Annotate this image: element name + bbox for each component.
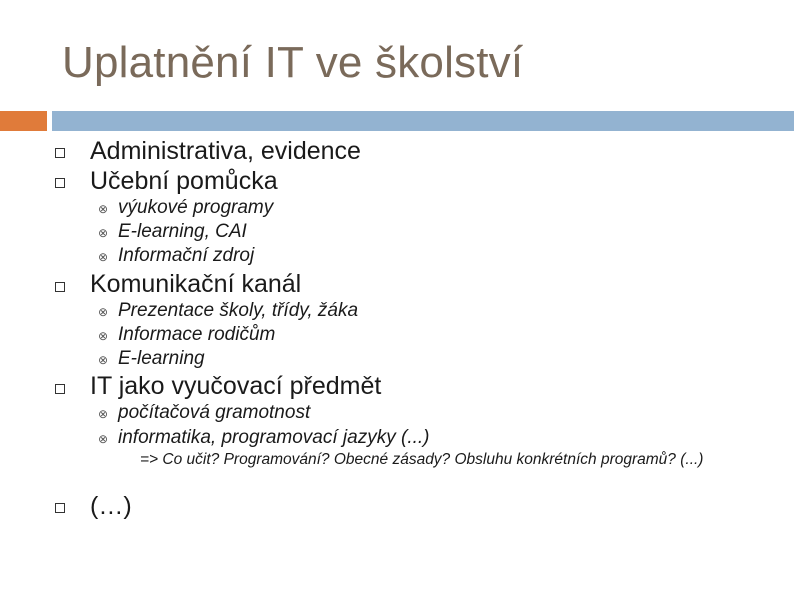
- sub-list-item: Prezentace školy, třídy, žáka: [118, 300, 359, 321]
- note-text: => Co učit? Programování? Obecné zásady? Obsluhu konkrétních programů? (...): [140, 451, 704, 468]
- circled-cross-bullet-icon: ⊗: [97, 407, 109, 421]
- list-item: Administrativa, evidence: [90, 137, 361, 165]
- title-divider-bar: [52, 111, 794, 131]
- circled-cross-bullet-icon: ⊗: [97, 432, 109, 446]
- sub-list-item: informatika, programovací jazyky (...): [118, 427, 430, 448]
- sub-list-item: E-learning, CAI: [118, 221, 247, 242]
- list-item: Učební pomůcka: [90, 167, 278, 195]
- circled-cross-bullet-icon: ⊗: [97, 305, 109, 319]
- circled-cross-bullet-icon: ⊗: [97, 329, 109, 343]
- sub-list-item: Informace rodičům: [118, 324, 276, 345]
- square-bullet-icon: [55, 178, 65, 188]
- sub-list-item: počítačová gramotnost: [118, 402, 311, 423]
- circled-cross-bullet-icon: ⊗: [97, 353, 109, 367]
- circled-cross-bullet-icon: ⊗: [97, 202, 109, 216]
- square-bullet-icon: [55, 503, 65, 513]
- sub-list-item: výukové programy: [118, 197, 274, 218]
- circled-cross-bullet-icon: ⊗: [97, 226, 109, 240]
- sub-list-item: Informační zdroj: [118, 245, 255, 266]
- list-item: Komunikační kanál: [90, 270, 302, 298]
- circled-cross-bullet-icon: ⊗: [97, 250, 109, 264]
- title-accent-bar: [0, 111, 47, 131]
- square-bullet-icon: [55, 148, 65, 158]
- slide-title: Uplatnění IT ve školství: [62, 38, 524, 87]
- list-item: IT jako vyučovací předmět: [90, 372, 382, 400]
- square-bullet-icon: [55, 282, 65, 292]
- list-item: (…): [90, 492, 132, 520]
- square-bullet-icon: [55, 384, 65, 394]
- sub-list-item: E-learning: [118, 348, 205, 369]
